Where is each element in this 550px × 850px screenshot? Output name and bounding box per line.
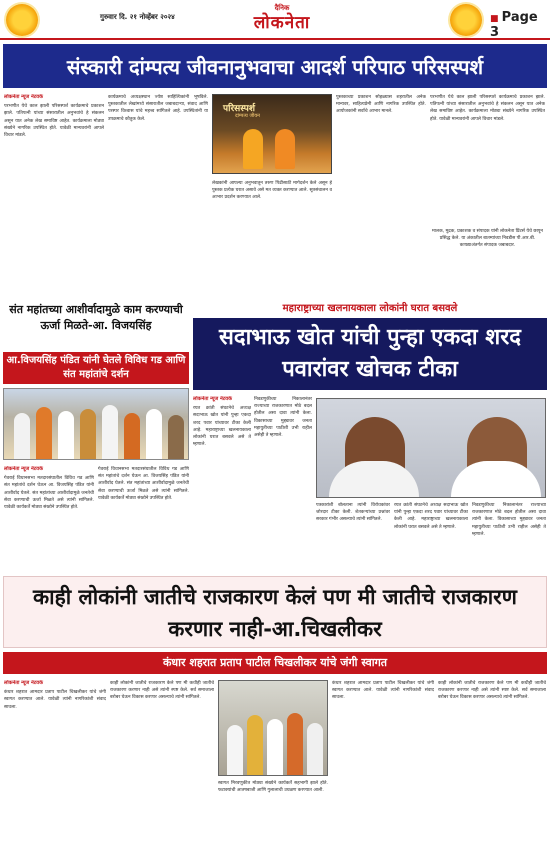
story1-text-4: पुस्तकाच्या प्रकाशन सोहळ्यास शहरातील अनेक मान्यवर, साहित्यप्रेमी आणि नागरिक उपस्थित होते. आयोजकांनी सर्वांचे आभार मानले. bbox=[336, 95, 426, 115]
story4-column-4 bbox=[332, 680, 434, 846]
story2-column-2 bbox=[98, 466, 189, 570]
story4-text-5: काही लोकांनी जातीचे राजकारण केले पण मी कधीही जातीचे राजकारण करणार नाही असे त्यांनी स्पष्ट केले. सर्व समाजाला बरोबर घेऊन विकास करणार असल्याचे त्यांनी सांगितले. bbox=[438, 681, 546, 701]
story4-text-2: काही लोकांनी जातीचे राजकारण केले पण मी कधीही जातीचे राजकारण करणार नाही असे त्यांनी स्पष्ट केले. सर्व समाजाला बरोबर घेऊन विकास करणार असल्याचे त्यांनी सांगितले. bbox=[110, 681, 214, 701]
story1-photo bbox=[212, 94, 332, 174]
story4-column-1 bbox=[4, 680, 106, 846]
person-figure bbox=[247, 715, 263, 775]
person-figure bbox=[227, 725, 243, 775]
story3-text-2: निवडणुकीच्या निकालानंतर राज्याच्या राजकारणात मोठे बदल होतील असा दावा त्यांनी केला. विकासाच्या मुद्द्यावर जनता महायुतीच्या पाठीशी उभी राहील असेही ते म्हणाले. bbox=[254, 397, 312, 439]
story1-text-5: परभणीत येथे काल झाली परिसस्पर्श कार्यक्रमाचे प्रकाशन झाले. पतिपत्नी यांच्या संसारातील अनुभवांचे हे संकलन असून यात अनेक लेख समाविष्ट आहेत. कार्यक्रमाला मोठ्या संख्येने नागरिक उपस्थित होते. यावेळी मान्यवरांनी आपले विचार मांडले. bbox=[430, 95, 545, 122]
story2-text-2: गेवराई विधानसभा मतदारसंघातील विविध गड आणि संत महांतांचे दर्शन घेऊन आ. विजयसिंह पंडित यांनी आशीर्वाद घेतले. संत महांतांच्या आशीर्वादामुळे जनतेची सेवा करण्याची ऊर्जा मिळते असे त्यांनी सांगितले. यावेळी कार्यकर्ते मोठ्या संख्येने उपस्थित होते. bbox=[98, 467, 189, 501]
story3-kicker: महाराष्ट्राच्या खलनायकाला लोकांनी घरात बसवले bbox=[282, 303, 458, 314]
story3-column-1 bbox=[193, 396, 251, 574]
story1-column-5 bbox=[430, 94, 545, 224]
paper-name: लोकनेता bbox=[253, 13, 311, 33]
page-label: Page 3 bbox=[490, 10, 538, 40]
story2-byline: लोकनेता न्यूज नेटवर्क bbox=[4, 466, 43, 472]
story1-byline: लोकनेता न्यूज नेटवर्क bbox=[4, 94, 43, 100]
portrait-shirt bbox=[451, 461, 541, 497]
story2-text-1: गेवराई विधानसभा मतदारसंघातील विविध गड आणि संत महांतांचे दर्शन घेऊन आ. विजयसिंह पंडित यांनी आशीर्वाद घेतले. संत महांतांच्या आशीर्वादामुळे जनतेची सेवा करण्याची ऊर्जा मिळते असे त्यांनी सांगितले. यावेळी कार्यकर्ते मोठ्या संख्येने उपस्थित होते. bbox=[4, 476, 94, 511]
paper-logo bbox=[212, 4, 352, 34]
story3-column-3 bbox=[316, 502, 390, 574]
person-figure bbox=[267, 719, 283, 775]
photo-subtitle: दांम्पत्य जीवन bbox=[235, 113, 260, 119]
story4-column-2 bbox=[110, 680, 214, 846]
person-figure bbox=[146, 409, 162, 459]
story3-headline: सदाभाऊ खोत यांची पुन्हा एकदा शरद पवारांवर खोचक टीका bbox=[193, 318, 547, 390]
story4-text-1: कंधार शहरात आमदार प्रताप पाटील चिखलीकर यांचे जंगी स्वागत करण्यात आले. यावेळी त्यांनी नागरिकांशी संवाद साधला. bbox=[4, 690, 106, 710]
story4-text-4: कंधार शहरात आमदार प्रताप पाटील चिखलीकर यांचे जंगी स्वागत करण्यात आले. यावेळी त्यांनी नागरिकांशी संवाद साधला. bbox=[332, 681, 434, 701]
story3-text-1: रयत क्रांती संघटनेचे अध्यक्ष सदाभाऊ खोत यांनी पुन्हा एकदा शरद पवार यांच्यावर टीका केली आहे. महाराष्ट्राच्या खलनायकाला लोकांनी घरात बसवले असे ते म्हणाले. bbox=[193, 406, 251, 448]
person-figure bbox=[36, 407, 52, 459]
issue-date: गुरुवार दि. २१ नोव्हेंबर २०२४ bbox=[100, 13, 175, 21]
person-figure bbox=[124, 413, 140, 459]
story1-column-3 bbox=[212, 180, 332, 294]
page-number bbox=[490, 10, 550, 40]
person-figure bbox=[243, 129, 263, 169]
story4-photo bbox=[218, 680, 328, 776]
story3-column-4 bbox=[394, 502, 468, 574]
masthead bbox=[0, 0, 550, 40]
story3-column-2 bbox=[254, 396, 312, 574]
story4-column-5 bbox=[438, 680, 546, 846]
story2-photo bbox=[3, 388, 189, 460]
story1-text-1: परभणीत येथे काल झाली परिसस्पर्श कार्यक्रमाचे प्रकाशन झाले. पतिपत्नी यांच्या संसारातील अनुभवांचे हे संकलन असून यात अनेक लेख समाविष्ट आहेत. कार्यक्रमाला मोठ्या संख्येने नागरिक उपस्थित होते. यावेळी मान्यवरांनी आपले विचार मांडले. bbox=[4, 104, 104, 139]
story4-byline: लोकनेता न्यूज नेटवर्क bbox=[4, 680, 43, 686]
bullet-icon: ■ bbox=[490, 14, 502, 24]
story3-byline: लोकनेता न्यूज नेटवर्क bbox=[193, 396, 232, 402]
person-figure bbox=[58, 411, 74, 459]
story2-subhead: आ.विजयसिंह पंडित यांनी घेतले विविध गड आणि संत महांतांचे दर्शन bbox=[3, 352, 189, 384]
story4-subhead: कंधार शहरात प्रताप पाटील चिखलीकर यांचे जंगी स्वागत bbox=[3, 652, 547, 674]
person-figure bbox=[168, 415, 184, 459]
portrait-shirt bbox=[329, 461, 419, 497]
person-figure bbox=[102, 405, 118, 459]
story4-text-3: स्वागत मिरवणुकीत मोठ्या संख्येने कार्यकर्ते सहभागी झाले होते. फटाक्यांची आतषबाजी आणि गुलालाची उधळण करण्यात आली. bbox=[218, 781, 328, 794]
story3-text-3: पत्रकारांशी बोलताना त्यांनी विरोधकांवर जोरदार टीका केली. शेतकऱ्यांच्या प्रश्नांवर सरकार गंभीर असल्याचे त्यांनी सांगितले. bbox=[316, 503, 390, 523]
sun-icon bbox=[450, 4, 482, 36]
person-figure bbox=[275, 129, 295, 169]
person-figure bbox=[307, 723, 323, 775]
story1-text-2: कार्यक्रमाचे अध्यक्षस्थान ज्येष्ठ साहित्यिकांनी भूषविले. पुस्तकातील लेखांमध्ये संसारातील जबाबदाऱ्या, संवाद आणि परस्पर विश्वास यांचे महत्त्व सांगितले आहे. उपस्थितांनी या उपक्रमाचे कौतुक केले. bbox=[108, 95, 208, 122]
story3-text-5: निवडणुकीच्या निकालानंतर राज्याच्या राजकारणात मोठे बदल होतील असा दावा त्यांनी केला. विकासाच्या मुद्द्यावर जनता महायुतीच्या पाठीशी उभी राहील असेही ते म्हणाले. bbox=[472, 503, 546, 537]
story3-photo bbox=[316, 398, 546, 498]
sun-icon bbox=[6, 4, 38, 36]
person-figure bbox=[287, 713, 303, 775]
story2-headline: संत महांतच्या आशीर्वादामुळे काम करण्याची ऊर्जा मिळते-आ. विजयसिंह bbox=[9, 303, 183, 332]
photo-title: परिसस्पर्श bbox=[223, 104, 255, 114]
person-figure bbox=[14, 413, 30, 459]
imprint-notice: मालक, मुद्रक, प्रकाशक व संपादक यांनी लोकनेता प्रिंटर्स येथे छापून प्रसिद्ध केले. या अंकातील बातम्यांच्या निवडीस पी.आर.बी. कायद्याअंतर्गत संपादक जबाबदार. bbox=[432, 229, 543, 248]
story1-column-2 bbox=[108, 94, 208, 294]
story1-column-1 bbox=[4, 94, 104, 294]
story3-text-4: रयत क्रांती संघटनेचे अध्यक्ष सदाभाऊ खोत यांनी पुन्हा एकदा शरद पवार यांच्यावर टीका केली आहे. महाराष्ट्राच्या खलनायकाला लोकांनी घरात बसवले असे ते म्हणाले. bbox=[394, 503, 468, 530]
story4-column-3 bbox=[218, 780, 328, 846]
story1-column-4 bbox=[336, 94, 426, 294]
story2-column-1 bbox=[4, 466, 94, 570]
paper-prefix: दैनिक bbox=[274, 4, 290, 12]
story4-headline: काही लोकांनी जातीचे राजकारण केलं पण मी जातीचे राजकारण करणार नाही-आ.चिखलीकर bbox=[3, 576, 547, 648]
story1-headline: संस्कारी दांम्पत्य जीवनानुभवाचा आदर्श परिपाठ परिसस्पर्श bbox=[3, 44, 547, 88]
story1-text-3: लेखकांनी आपल्या अनुभवातून तरुण पिढीसाठी मार्गदर्शन केले असून हे पुस्तक प्रत्येक घरात असावे असे मत व्यक्त करण्यात आले. सूत्रसंचालन व आभार प्रदर्शन करण्यात आले. bbox=[212, 181, 332, 201]
person-figure bbox=[80, 409, 96, 459]
story3-column-5 bbox=[472, 502, 546, 574]
